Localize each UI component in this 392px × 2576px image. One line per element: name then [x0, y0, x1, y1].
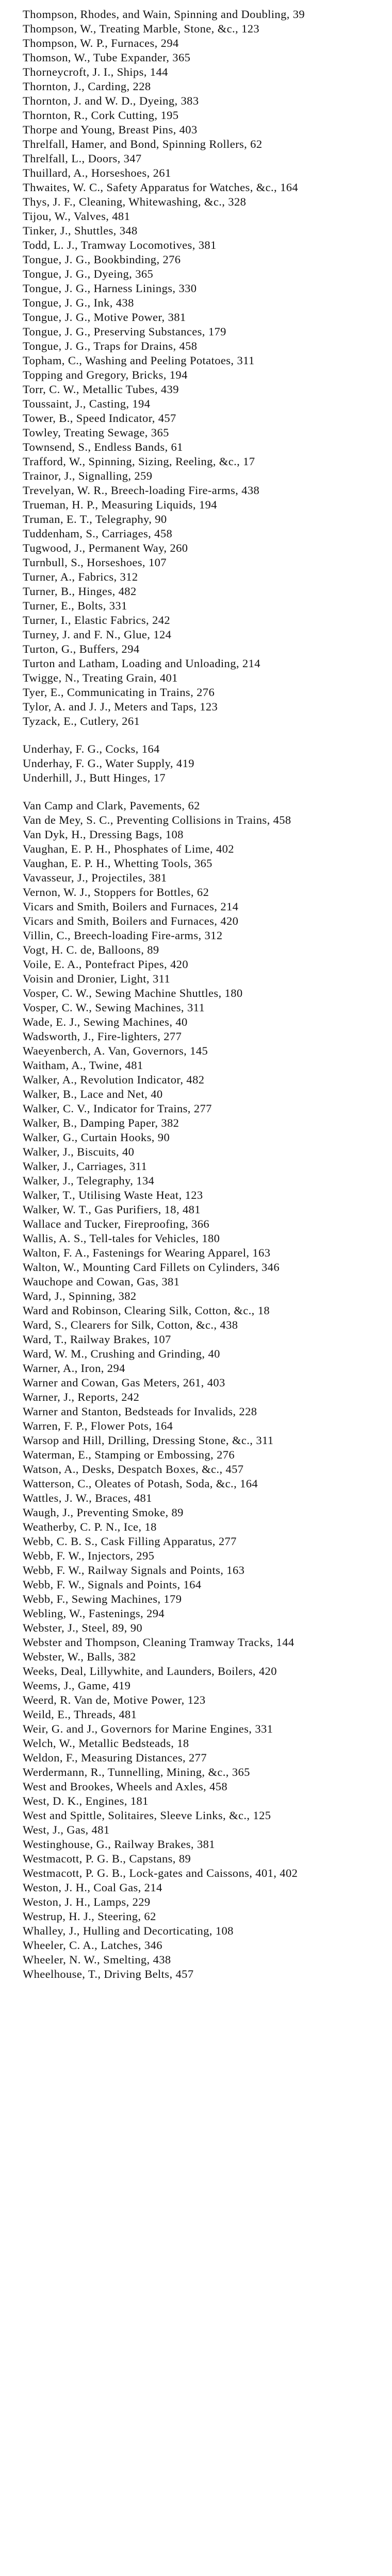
index-entry: Webster, W., Balls, 382 [23, 1650, 136, 1663]
index-entry: Tongue, J. G., Harness Linings, 330 [23, 282, 197, 295]
index-entry: Tongue, J. G., Motive Power, 381 [23, 311, 186, 324]
index-entry: Turnbull, S., Horseshoes, 107 [23, 556, 167, 569]
index-entry: Wauchope and Cowan, Gas, 381 [23, 1275, 180, 1288]
index-entry: Ward, J., Spinning, 382 [23, 1290, 137, 1302]
index-entry: Thompson, W., Treating Marble, Stone, &c., 123 [23, 22, 260, 35]
index-entry: Ward, T., Railway Brakes, 107 [23, 1333, 171, 1346]
index-entry: Wheeler, N. W., Smelting, 438 [23, 1953, 171, 1966]
index-entry: Turney, J. and F. N., Glue, 124 [23, 628, 172, 641]
index-entry: Tongue, J. G., Ink, 438 [23, 296, 134, 309]
index-entry: Waterman, E., Stamping or Embossing, 276 [23, 1448, 235, 1461]
index-entry: Warren, F. P., Flower Pots, 164 [23, 1419, 173, 1432]
index-entry: Wallace and Tucker, Fireproofing, 366 [23, 1217, 210, 1230]
index-entry: Welch, W., Metallic Bedsteads, 18 [23, 1737, 189, 1750]
index-entry: Turner, B., Hinges, 482 [23, 585, 137, 598]
index-entry: West and Spittle, Solitaires, Sleeve Links, &c., 125 [23, 1809, 271, 1822]
index-entry: Webb, F. W., Railway Signals and Points, 163 [23, 1564, 245, 1577]
index-entry: Waugh, J., Preventing Smoke, 89 [23, 1506, 184, 1519]
index-entry: Tuddenham, S., Carriages, 458 [23, 527, 173, 540]
index-entry: Tongue, J. G., Dyeing, 365 [23, 267, 154, 280]
index-entry: Voisin and Dronier, Light, 311 [23, 972, 171, 985]
index-entry: Werdermann, R., Tunnelling, Mining, &c., 365 [23, 1766, 250, 1778]
index-entry: Toussaint, J., Casting, 194 [23, 397, 151, 410]
index-entry: Tylor, A. and J. J., Meters and Taps, 123 [23, 700, 218, 713]
index-section-t [23, 7, 371, 728]
index-entry: Webling, W., Fastenings, 294 [23, 1607, 165, 1620]
index-entry: Walker, T., Utilising Waste Heat, 123 [23, 1189, 203, 1201]
index-entry: Thompson, W. P., Furnaces, 294 [23, 37, 179, 49]
index-entry: Whalley, J., Hulling and Decorticating, 108 [23, 1924, 234, 1937]
index-entry: Walker, C. V., Indicator for Trains, 277 [23, 1102, 212, 1115]
index-entry: Walker, B., Damping Paper, 382 [23, 1116, 179, 1129]
index-entry: Tinker, J., Shuttles, 348 [23, 224, 138, 237]
index-entry: Turner, A., Fabrics, 312 [23, 570, 138, 583]
index-entry: Webb, C. B. S., Cask Filling Apparatus, 277 [23, 1535, 237, 1548]
index-entry: Wadsworth, J., Fire-lighters, 277 [23, 1030, 182, 1043]
index-entry: Wheeler, C. A., Latches, 346 [23, 1939, 162, 1952]
index-entry: Webb, F. W., Injectors, 295 [23, 1549, 155, 1562]
index-entry: Webster, J., Steel, 89, 90 [23, 1621, 143, 1634]
index-entry: Tongue, J. G., Traps for Drains, 458 [23, 340, 198, 352]
index-entry: Todd, L. J., Tramway Locomotives, 381 [23, 239, 217, 251]
index-entry: Threlfall, L., Doors, 347 [23, 152, 142, 165]
index-entry: Truman, E. T., Telegraphy, 90 [23, 513, 167, 526]
index-entry: Villin, C., Breech-loading Fire-arms, 312 [23, 929, 223, 942]
index-entry: Wallis, A. S., Tell-tales for Vehicles, 180 [23, 1232, 220, 1245]
index-entry: Topping and Gregory, Bricks, 194 [23, 368, 188, 381]
index-entry: Tijou, W., Valves, 481 [23, 210, 130, 223]
index-entry: Weatherby, C. P. N., Ice, 18 [23, 1520, 157, 1533]
index-entry: Waitham, A., Twine, 481 [23, 1059, 143, 1072]
index-entry: Walton, F. A., Fastenings for Wearing Apparel, 163 [23, 1246, 271, 1259]
index-entry: Vicars and Smith, Boilers and Furnaces, 420 [23, 914, 239, 927]
index-entry: Turner, I., Elastic Fabrics, 242 [23, 614, 171, 626]
index-entry: Westmacott, P. G. B., Capstans, 89 [23, 1852, 191, 1865]
index-entry: West, D. K., Engines, 181 [23, 1794, 149, 1807]
index-entry: Webster and Thompson, Cleaning Tramway Tracks, 144 [23, 1636, 295, 1649]
index-entry: Waeyenberch, A. Van, Governors, 145 [23, 1044, 208, 1057]
index-entry: Thorpe and Young, Breast Pins, 403 [23, 123, 198, 136]
index-entry: Walker, A., Revolution Indicator, 482 [23, 1073, 205, 1086]
section-gap [23, 785, 371, 799]
index-entry: Weild, E., Threads, 481 [23, 1708, 137, 1721]
index-entry: Thornton, R., Cork Cutting, 195 [23, 109, 179, 122]
index-entry: Thwaites, W. C., Safety Apparatus for Watches, &c., 164 [23, 181, 299, 194]
index-entry: Vaughan, E. P. H., Whetting Tools, 365 [23, 857, 213, 870]
section-gap [23, 728, 371, 742]
index-entry: Weems, J., Game, 419 [23, 1679, 131, 1692]
index-entry: Vicars and Smith, Boilers and Furnaces, 214 [23, 900, 239, 913]
index-entry: Weir, G. and J., Governors for Marine Engines, 331 [23, 1722, 273, 1735]
index-entry: West, J., Gas, 481 [23, 1823, 110, 1836]
index-entry: Trafford, W., Spinning, Sizing, Reeling, &c., 17 [23, 455, 255, 468]
index-entry: Watterson, C., Oleates of Potash, Soda, &c., 164 [23, 1477, 258, 1490]
index-entry: Underhill, J., Butt Hinges, 17 [23, 771, 166, 784]
index-entry: Walker, G., Curtain Hooks, 90 [23, 1131, 170, 1144]
index-entry: Weston, J. H., Coal Gas, 214 [23, 1881, 162, 1894]
index-entry: Trueman, H. P., Measuring Liquids, 194 [23, 498, 217, 511]
index-entry: Van Camp and Clark, Pavements, 62 [23, 799, 200, 812]
index-entry: Twigge, N., Treating Grain, 401 [23, 671, 178, 684]
index-entry: Towley, Treating Sewage, 365 [23, 426, 169, 439]
index-entry: Thys, J. F., Cleaning, Whitewashing, &c., 328 [23, 195, 247, 208]
index-section-v-w [23, 799, 371, 1981]
index-entry: Wheelhouse, T., Driving Belts, 457 [23, 1968, 194, 1980]
index-entry: Westrup, H. J., Steering, 62 [23, 1910, 156, 1923]
index-entry: Vosper, C. W., Sewing Machine Shuttles, 180 [23, 987, 243, 999]
index-entry: Warner, J., Reports, 242 [23, 1391, 140, 1403]
index-entry: Walker, J., Carriages, 311 [23, 1160, 148, 1173]
index-entry: Vavasseur, J., Projectiles, 381 [23, 871, 167, 884]
index-entry: Tower, B., Speed Indicator, 457 [23, 412, 176, 425]
index-entry: Wattles, J. W., Braces, 481 [23, 1492, 152, 1504]
index-section-u [23, 742, 371, 785]
index-entry: Weldon, F., Measuring Distances, 277 [23, 1751, 207, 1764]
index-entry: Vaughan, E. P. H., Phosphates of Lime, 402 [23, 842, 234, 855]
index-entry: Warner and Cowan, Gas Meters, 261, 403 [23, 1376, 225, 1389]
index-entry: Turton and Latham, Loading and Unloading, 214 [23, 657, 260, 670]
index-entry: Thompson, Rhodes, and Wain, Spinning and Doubling, 39 [23, 8, 305, 21]
index-entry: Thorneycroft, J. I., Ships, 144 [23, 65, 168, 78]
index-entry: Turton, G., Buffers, 294 [23, 642, 140, 655]
index-entry: Townsend, S., Endless Bands, 61 [23, 440, 183, 453]
index-entry: Trevelyan, W. R., Breech-loading Fire-arms, 438 [23, 484, 260, 497]
index-entry: Vogt, H. C. de, Balloons, 89 [23, 943, 159, 956]
index-entry: Westmacott, P. G. B., Lock-gates and Caissons, 401, 402 [23, 1867, 298, 1879]
index-entry: Ward and Robinson, Clearing Silk, Cotton, &c., 18 [23, 1304, 270, 1317]
index-entry: Voile, E. A., Pontefract Pipes, 420 [23, 958, 189, 971]
index-entry: Threlfall, Hamer, and Bond, Spinning Rollers, 62 [23, 138, 263, 150]
index-entry: Warsop and Hill, Drilling, Dressing Stone, &c., 311 [23, 1434, 274, 1447]
index-entry: Tongue, J. G., Bookbinding, 276 [23, 253, 181, 266]
index-entry: Thornton, J., Carding, 228 [23, 80, 151, 93]
index-entry: Walton, W., Mounting Card Fillets on Cylinders, 346 [23, 1261, 280, 1274]
index-entry: Tugwood, J., Permanent Way, 260 [23, 541, 188, 554]
index-entry: Warner, A., Iron, 294 [23, 1362, 125, 1375]
index-entry: Torr, C. W., Metallic Tubes, 439 [23, 383, 179, 396]
index-entry: Underhay, F. G., Water Supply, 419 [23, 757, 194, 770]
index-entry: Vosper, C. W., Sewing Machines, 311 [23, 1001, 205, 1014]
index-entry: Ward, W. M., Crushing and Grinding, 40 [23, 1347, 220, 1360]
index-entry: Walker, J., Telegraphy, 134 [23, 1174, 155, 1187]
index-entry: Walker, B., Lace and Net, 40 [23, 1088, 163, 1100]
index-entry: Underhay, F. G., Cocks, 164 [23, 742, 160, 755]
index-entry: Tyzack, E., Cutlery, 261 [23, 715, 140, 727]
index-entry: Topham, C., Washing and Peeling Potatoes, 311 [23, 354, 255, 367]
index-entry: Walker, W. T., Gas Purifiers, 18, 481 [23, 1203, 201, 1216]
index-entry: Weerd, R. Van de, Motive Power, 123 [23, 1693, 206, 1706]
index-entry: Thornton, J. and W. D., Dyeing, 383 [23, 94, 199, 107]
index-entry: Tyer, E., Communicating in Trains, 276 [23, 686, 215, 699]
index-entry: Van de Mey, S. C., Preventing Collisions in Trains, 458 [23, 814, 291, 826]
index-entry: Thomson, W., Tube Expander, 365 [23, 51, 191, 64]
index-entry: Turner, E., Bolts, 331 [23, 599, 127, 612]
index-entry: Van Dyk, H., Dressing Bags, 108 [23, 828, 184, 841]
index-entry: Vernon, W. J., Stoppers for Bottles, 62 [23, 886, 209, 899]
index-entry: Walker, J., Biscuits, 40 [23, 1145, 135, 1158]
index-entry: Westinghouse, G., Railway Brakes, 381 [23, 1838, 215, 1851]
index-entry: Webb, F. W., Signals and Points, 164 [23, 1578, 202, 1591]
index-entry: Tongue, J. G., Preserving Substances, 179 [23, 325, 226, 338]
index-entry: Weeks, Deal, Lillywhite, and Launders, Boilers, 420 [23, 1665, 277, 1677]
index-entry: Trainor, J., Signalling, 259 [23, 469, 153, 482]
index-entry: Watson, A., Desks, Despatch Boxes, &c., 457 [23, 1463, 244, 1476]
index-entry: Weston, J. H., Lamps, 229 [23, 1895, 151, 1908]
index-entry: West and Brookes, Wheels and Axles, 458 [23, 1780, 228, 1793]
index-entry: Wade, E. J., Sewing Machines, 40 [23, 1015, 188, 1028]
index-entry: Ward, S., Clearers for Silk, Cotton, &c., 438 [23, 1318, 238, 1331]
index-entry: Thuillard, A., Horseshoes, 261 [23, 166, 171, 179]
index-entry: Webb, F., Sewing Machines, 179 [23, 1592, 182, 1605]
index-entry: Warner and Stanton, Bedsteads for Invalids, 228 [23, 1405, 257, 1418]
